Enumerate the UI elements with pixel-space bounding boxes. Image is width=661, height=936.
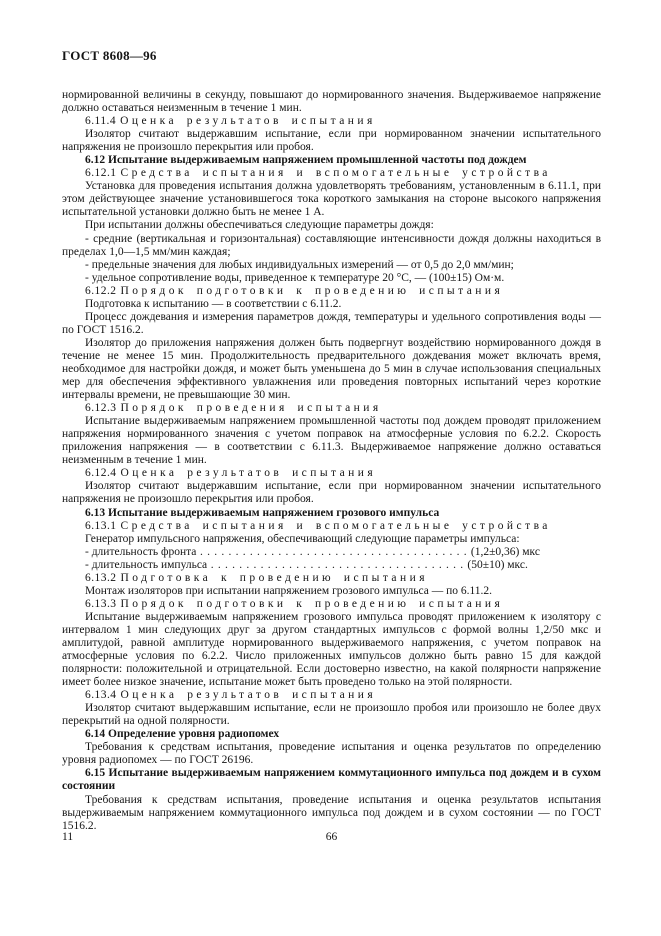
- section-heading-6-12: 6.12 Испытание выдерживаемым напряжением промышленной частоты под дождем: [85, 154, 527, 167]
- subsection-heading-6-11-4: [62, 115, 601, 128]
- heading-number: 6.12.4: [85, 467, 117, 480]
- heading-number: 6.13.1: [85, 519, 117, 532]
- heading-number: 6.12.1: [85, 167, 117, 180]
- section-heading-6-14: 6.14 Определение уровня радиопомех: [85, 728, 280, 741]
- page-number: 11: [62, 831, 74, 843]
- paragraph: Испытание выдерживаемым напряжением промышленной частоты под дождем проводят приложением напряжения нормированного значения с учетом поправок на атмосферные условия по 6.2.2. Скорость приложения напряжения — в соответствии с 6.11.3. Выдерживаемое напряжение должно оставаться неизменным в течение 1 мин.: [62, 415, 601, 467]
- section-heading-6-15: 6.15 Испытание выдерживаемым напряжением коммутационного импульса под дождем и в сухом состоянии: [62, 767, 601, 793]
- paragraph: Установка для проведения испытания должна удовлетворять требованиям, установленным в 6.11.1, при этом действующее значение установившегося тока короткого замыкания на стороне высокого напряжения испытательной установки должно быть не менее 1 А.: [62, 180, 601, 219]
- heading-title: Порядок подготовки к проведению испытания: [120, 597, 504, 610]
- heading-title: Оценка результатов испытания: [120, 689, 377, 702]
- paragraph: При испытании должны обеспечиваться следующие параметры дождя:: [85, 219, 434, 232]
- heading-title: Средства испытания и вспомогательные устройства: [120, 519, 551, 532]
- paragraph: Подготовка к испытанию — в соответствии с 6.11.2.: [85, 297, 342, 310]
- parameter-line-impulse-duration: [62, 559, 601, 572]
- list-item: - удельное сопротивление воды, приведенное к температуре 20 °С, — (100±15) Ом·м.: [85, 271, 505, 284]
- subsection-heading-6-13-2: [62, 572, 601, 585]
- heading-title: Средства испытания и вспомогательные устройства: [120, 167, 551, 180]
- heading-title: Подготовка к проведению испытания: [120, 571, 428, 584]
- list-item: - предельные значения для любых индивидуальных измерений — от 0,5 до 2,0 мм/мин;: [85, 258, 514, 271]
- paragraph: Требования к средствам испытания, проведение испытания и оценка результатов по определению уровня радиопомех — по ГОСТ 26196.: [62, 741, 601, 767]
- paragraph: Изолятор считают выдержавшим испытание, если не произошло пробоя или произошло не более двух перекрытий на одной полярности.: [62, 702, 601, 728]
- paragraph: Генератор импульсного напряжения, обеспечивающий следующие параметры импульса:: [85, 532, 520, 545]
- page-footer: [62, 831, 601, 847]
- sheet-number: 66: [325, 831, 338, 843]
- paragraph: Монтаж изоляторов при испытании напряжением грозового импульса — по 6.11.2.: [85, 584, 493, 597]
- heading-number: 6.13.4: [85, 689, 117, 702]
- heading-number: 6.13.3: [85, 597, 117, 610]
- subsection-heading-6-12-2: [62, 285, 601, 298]
- paragraph-continuation: нормированной величины в секунду, повышают до нормированного значения. Выдерживаемое напряжение должно оставаться неизменным в течение 1 мин.: [62, 89, 601, 115]
- heading-number: 6.12.3: [85, 402, 117, 415]
- subsection-heading-6-12-3: [62, 402, 601, 415]
- section-heading-6-13: 6.13 Испытание выдерживаемым напряжением грозового импульса: [85, 506, 440, 519]
- heading-title: Оценка результатов испытания: [120, 115, 376, 128]
- parameter-label: - длительность фронта: [85, 545, 197, 558]
- parameter-line-front-duration: [62, 546, 601, 559]
- heading-number: 6.12.2: [85, 284, 117, 297]
- subsection-heading-6-12-1: [62, 167, 601, 180]
- paragraph: Требования к средствам испытания, проведение испытания и оценка результатов испытания выдерживаемым напряжением коммутационного импульса под дождем и в сухом состоянии — по ГОСТ 1516.2.: [62, 793, 601, 832]
- parameter-value: (1,2±0,36) мкс: [470, 545, 540, 558]
- paragraph: Изолятор считают выдержавшим испытание, если при нормированном значении испытательного напряжения не произошло перекрытия или пробоя.: [62, 128, 601, 154]
- paragraph: Испытание выдерживаемым напряжением грозового импульса проводят приложением к изолятору с интервалом 1 мин следующих друг за другом стандартных импульсов с формой волны 1,2/50 мкс и амплитудой, равной амплитуде нормированного выдерживаемого напряжения, с учетом поправок на атмосферные условия по 6.2.2. Число приложенных импульсов должно быть равно 15 для каждой полярности: положительной и отрицательной. Если достоверно известно, на какой полярности напряжение имеет более низкое значение, испытание может быть проведено только на этой полярности.: [62, 610, 601, 689]
- paragraph: Изолятор считают выдержавшим испытание, если при нормированном значении испытательного напряжения не произошло перекрытия или пробоя.: [62, 480, 601, 506]
- doc-body: [62, 89, 601, 833]
- heading-number: 6.13.2: [85, 571, 117, 584]
- paragraph: Процесс дождевания и измерения параметров дождя, температуры и удельного сопротивления воды — по ГОСТ 1516.2.: [62, 310, 601, 336]
- doc-standard-number: ГОСТ 8608—96: [62, 48, 157, 63]
- paragraph: Изолятор до приложения напряжения должен быть подвергнут воздействию нормированного дождя в течение не менее 15 мин. Продолжительность предварительного дождевания может включать время, необходимое для настройки дождя, и может быть уменьшена до 5 мин в случае использования специальных мер для обеспечения эффективного увлажнения или проведения повторных испытаний через короткие интервалы времени, не превышающие 30 мин.: [62, 336, 601, 402]
- heading-title: Оценка результатов испытания: [120, 467, 377, 480]
- list-item: - средние (вертикальная и горизонтальная) составляющие интенсивности дождя должны находиться в пределах 1,0—1,5 мм/мин каждая;: [62, 232, 601, 258]
- heading-title: Порядок подготовки к проведению испытания: [120, 284, 504, 297]
- dot-leader: . . . . . . . . . . . . . . . . . . . . . . . . . . . . . . . . . . . .: [207, 558, 468, 571]
- subsection-heading-6-12-4: [62, 467, 601, 480]
- parameter-label: - длительность импульса: [85, 558, 208, 571]
- subsection-heading-6-13-3: [62, 598, 601, 611]
- heading-title: Порядок проведения испытания: [120, 402, 382, 415]
- subsection-heading-6-13-4: [62, 689, 601, 702]
- parameter-value: (50±10) мкс.: [467, 558, 528, 571]
- dot-leader: . . . . . . . . . . . . . . . . . . . . . . . . . . . . . . . . . . . . . .: [196, 545, 471, 558]
- subsection-heading-6-13-1: [62, 520, 601, 533]
- heading-number: 6.11.4: [85, 115, 117, 128]
